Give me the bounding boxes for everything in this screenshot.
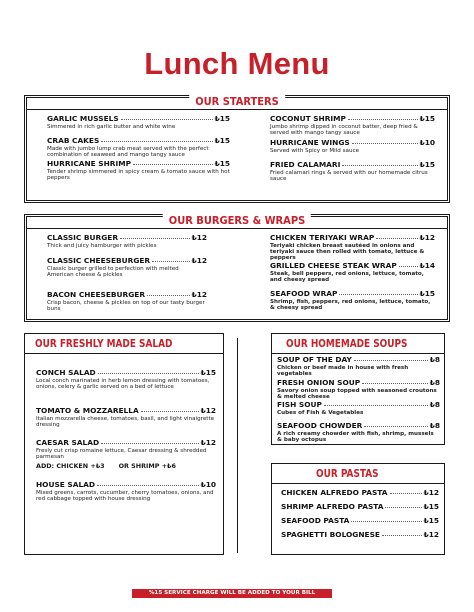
menu-item-price: ₺15 [419, 289, 435, 298]
menu-item [47, 233, 207, 249]
menu-item-price: ₺15 [419, 160, 435, 169]
menu-item-line [277, 400, 440, 409]
add-chicken-option: ADD: CHICKEN +₺3 [36, 462, 105, 471]
menu-item-price: ₺15 [419, 114, 435, 123]
menu-item-description: Made with jumbo lump crab meat served with the perfect combination of seaweed and mango tangy sauce [47, 145, 209, 158]
menu-item [281, 530, 439, 539]
menu-item-name: FISH SOUP [277, 400, 322, 409]
menu-item-line [281, 530, 439, 539]
menu-item-description: Classic burger grilled to perfection with melted American cheese & pickles [47, 265, 179, 278]
menu-item-description: Crisp bacon, cheese & pickles on top of our tasty burger buns [47, 299, 205, 312]
burgers-box [24, 214, 450, 322]
soups-divider [272, 353, 444, 354]
menu-item-price: ₺8 [429, 355, 440, 364]
menu-item-price: ₺12 [200, 406, 216, 415]
menu-item-line [47, 136, 230, 145]
menu-item-price: ₺12 [419, 233, 435, 242]
menu-item [36, 438, 216, 470]
menu-item [36, 406, 216, 428]
menu-item-price: ₺15 [423, 502, 439, 511]
pastas-box [271, 463, 445, 555]
menu-item-description: Mixed greens, carrots, cucumber, cherry tomatoes, onions, and red cabbage topped with house dressing [36, 489, 214, 502]
menu-item-name: TOMATO & MOZZARELLA [36, 406, 139, 415]
menu-item-line [47, 290, 207, 299]
menu-item-name: SOUP OF THE DAY [277, 355, 352, 364]
dot-leader [101, 141, 212, 142]
salad-box [24, 333, 224, 555]
menu-item-description: Cubes of Fish & Vegetables [277, 409, 364, 416]
soups-box [271, 333, 445, 445]
dot-leader [348, 119, 418, 120]
menu-item-name: CLASSIC CHEESEBURGER [47, 256, 151, 265]
menu-item-description: Thick and juicy hamburger with pickles [47, 242, 157, 249]
column-divider [237, 338, 238, 553]
starters-header [27, 97, 447, 110]
menu-item-price: ₺15 [423, 516, 439, 525]
menu-item-name: SPAGHETTI BOLOGNESE [281, 530, 380, 539]
starters-box [24, 95, 450, 203]
menu-item-name: CHICKEN TERIYAKI WRAP [270, 233, 375, 242]
dot-leader [133, 164, 213, 165]
menu-item-name: HOUSE SALAD [36, 480, 96, 489]
menu-item [270, 233, 435, 262]
burgers-heading: OUR BURGERS & WRAPS [163, 214, 311, 227]
menu-item [270, 160, 435, 182]
menu-item-description: Teriyaki chicken breast sautéed in onions and teriyaki sauce then rolled with tomato, lettuce & peppers [270, 242, 425, 262]
menu-item-description: Served with Spicy or Mild sauce [270, 147, 360, 154]
menu-item-description: Shrimp, fish, peppers, red onions, lettuce, tomato, & cheesy spread [270, 298, 431, 311]
menu-item-line [36, 438, 216, 447]
menu-item-price: ₺15 [214, 114, 230, 123]
menu-item-name: GRILLED CHEESE STEAK WRAP [270, 261, 397, 270]
menu-item [36, 480, 216, 502]
menu-item-price: ₺12 [191, 256, 207, 265]
menu-item-description: Chicken or beef made in house with fresh vegetables [277, 364, 409, 377]
menu-item [47, 290, 207, 312]
menu-item [281, 502, 439, 511]
dot-leader [382, 535, 422, 536]
menu-item [270, 138, 435, 154]
menu-item-line [270, 138, 435, 147]
dot-leader [339, 294, 417, 295]
starters-heading: OUR STARTERS [189, 95, 285, 108]
dot-leader [399, 266, 418, 267]
menu-item-price: ₺8 [429, 400, 440, 409]
menu-item-line [270, 160, 435, 169]
menu-item [277, 355, 440, 377]
menu-item-name: SHRIMP ALFREDO PASTA [281, 502, 384, 511]
menu-item-price: ₺10 [200, 480, 216, 489]
menu-item-description: Steak, bell peppers, red onions, lettuce, tomato, and cheesy spread [270, 270, 424, 283]
menu-item-line [281, 516, 439, 525]
menu-item-line [270, 261, 435, 270]
menu-item [277, 421, 440, 443]
menu-item-name: COCONUT SHRIMP [270, 114, 346, 123]
menu-item-line [270, 114, 435, 123]
menu-item-name: FRIED CALAMARI [270, 160, 341, 169]
menu-item-name: CAESAR SALAD [36, 438, 100, 447]
menu-item [47, 256, 207, 278]
dot-leader [147, 295, 190, 296]
salad-divider [25, 353, 223, 354]
menu-item-description: Simmered in rich garlic butter and white wine [47, 123, 176, 130]
menu-item-name: SEAFOOD WRAP [270, 289, 338, 298]
menu-item-price: ₺12 [423, 488, 439, 497]
menu-item-price: ₺15 [200, 368, 216, 377]
menu-item-price: ₺12 [191, 233, 207, 242]
menu-item-line [47, 233, 207, 242]
menu-item [270, 261, 435, 283]
menu-item-description: Local conch marinated in herb lemon dressing with tomatoes, onions, celery & garlic served on a bed of lettuce [36, 377, 210, 390]
dot-leader [376, 238, 417, 239]
menu-item-line [281, 502, 439, 511]
menu-item-name: GARLIC MUSSELS [47, 114, 119, 123]
menu-item-price: ₺12 [423, 530, 439, 539]
menu-item-line [47, 256, 207, 265]
dot-leader [385, 507, 421, 508]
menu-item-description: A rich creamy chowder with fish, shrimp, mussels & baby octopus [277, 430, 434, 443]
pastas-heading: OUR PASTAS [316, 468, 379, 480]
menu-item-line [277, 421, 440, 430]
menu-item-description: Italian mozzarella cheese, tomatoes, basil, and light vinaigrette dressing [36, 415, 215, 428]
menu-item [270, 289, 435, 311]
menu-item-price: ₺8 [429, 421, 440, 430]
dot-leader [121, 119, 213, 120]
menu-item-price: ₺14 [419, 261, 435, 270]
menu-item-line [277, 355, 440, 364]
menu-item-description: Fresly cut crisp romaine lettuce, Caesar dressing & shredded parmesan [36, 447, 207, 460]
menu-item-price: ₺8 [429, 378, 440, 387]
menu-item-price: ₺12 [200, 438, 216, 447]
menu-item [281, 516, 439, 525]
dot-leader [97, 485, 199, 486]
menu-item [36, 368, 216, 390]
menu-item-line [47, 114, 230, 123]
menu-item-description: Savory onion soup topped with seasoned croutons & melted cheese [277, 387, 437, 400]
dot-leader [324, 405, 428, 406]
menu-item-price: ₺15 [214, 159, 230, 168]
dot-leader [354, 360, 428, 361]
pastas-divider [272, 483, 444, 484]
salad-heading: OUR FRESHLY MADE SALAD [35, 338, 173, 350]
dot-leader [364, 426, 427, 427]
menu-item-price: ₺15 [214, 136, 230, 145]
menu-item-name: CRAB CAKES [47, 136, 100, 145]
dot-leader [120, 238, 190, 239]
menu-item-price: ₺10 [419, 138, 435, 147]
menu-item-name: FRESH ONION SOUP [277, 378, 361, 387]
dot-leader [101, 443, 198, 444]
service-charge-banner: %15 SERVICE CHARGE WILL BE ADDED TO YOUR BILL [132, 589, 332, 598]
add-shrimp-option: OR SHRIMP +₺6 [118, 462, 176, 471]
menu-item-line [36, 368, 216, 377]
dot-leader [152, 261, 189, 262]
soups-heading: OUR HOMEMADE SOUPS [286, 338, 408, 350]
menu-item-line [270, 289, 435, 298]
menu-item-name: SEAFOOD PASTA [281, 516, 350, 525]
menu-item-name: CHICKEN ALFREDO PASTA [281, 488, 388, 497]
menu-item-name: HURRICANE WINGS [270, 138, 350, 147]
dot-leader [352, 143, 418, 144]
menu-item [47, 159, 230, 181]
menu-item-line [36, 406, 216, 415]
menu-item-description: Tender shrimp simmered in spicy cream & tomato sauce with hot peppers [47, 168, 230, 181]
dot-leader [362, 383, 428, 384]
menu-item-description: Fried calamari rings & served with our homemade citrus sauce [270, 169, 428, 182]
menu-item [270, 114, 435, 136]
menu-item-line [277, 378, 440, 387]
menu-item-line [36, 480, 216, 489]
dot-leader [342, 165, 417, 166]
add-protein-options [36, 462, 216, 470]
menu-item-name: CONCH SALAD [36, 368, 96, 377]
menu-item [281, 488, 439, 497]
menu-item-name: HURRICANE SHRIMP [47, 159, 131, 168]
menu-item-name: CLASSIC BURGER [47, 233, 119, 242]
dot-leader [390, 493, 422, 494]
menu-item-line [281, 488, 439, 497]
menu-item-line [270, 233, 435, 242]
menu-item [47, 114, 230, 130]
burgers-header [27, 216, 447, 229]
menu-item-description: Jumbo shrimp dipped in coconut batter, deep fried & served with mango tangy sauce [270, 123, 418, 136]
dot-leader [98, 373, 199, 374]
menu-item [277, 400, 440, 416]
menu-item-name: BACON CHEESEBURGER [47, 290, 146, 299]
menu-item [277, 378, 440, 400]
page-title: Lunch Menu [144, 46, 330, 81]
menu-item [47, 136, 230, 158]
menu-item-name: SEAFOOD CHOWDER [277, 421, 363, 430]
dot-leader [141, 411, 199, 412]
menu-item-line [47, 159, 230, 168]
dot-leader [351, 521, 421, 522]
menu-item-price: ₺12 [191, 290, 207, 299]
